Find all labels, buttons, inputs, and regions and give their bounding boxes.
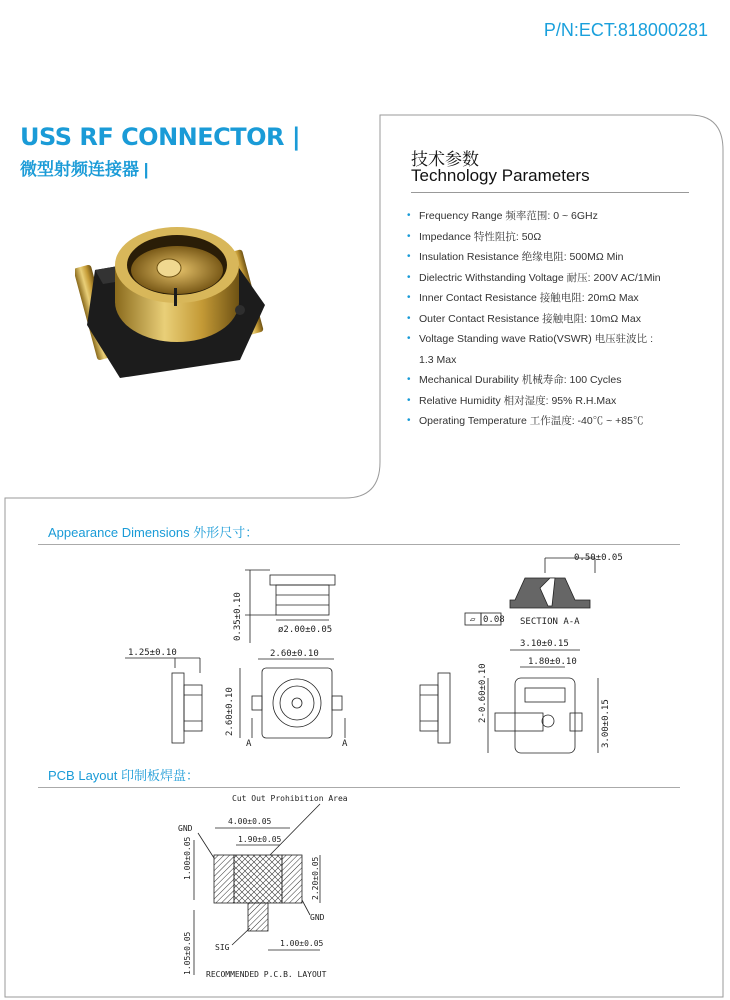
cutout-label: Cut Out Prohibition Area — [232, 794, 348, 803]
bullet-icon: • — [407, 415, 411, 426]
param-item-continued: 1.3 Max — [419, 353, 457, 366]
param-item: • Operating Temperature 工作温度: -40℃ ~ +85℃ — [405, 411, 700, 432]
flatness-tolerance: 0.08 — [483, 615, 505, 625]
section-divider — [38, 544, 680, 545]
tech-title: Technology Parameters — [411, 166, 590, 185]
dim-310: 3.10±0.15 — [520, 639, 569, 649]
dim-200: ø2.00±0.05 — [278, 625, 333, 635]
dim-260h: 2.60±0.10 — [270, 649, 319, 659]
pcb-drawing — [170, 790, 410, 985]
parameter-list — [405, 206, 700, 432]
sig-label: SIG — [215, 943, 230, 952]
flatness-icon: ▱ — [470, 615, 476, 625]
tech-title-cn: 技术参数 — [411, 150, 479, 169]
dim-100v: 1.00±0.05 — [183, 836, 192, 880]
bullet-icon: • — [407, 292, 411, 303]
bullet-icon: • — [407, 251, 411, 262]
param-item: • Relative Humidity 相对湿度: 95% R.H.Max — [405, 391, 700, 412]
dim-260v: 2.60±0.10 — [225, 687, 235, 736]
appearance-drawing — [100, 548, 640, 758]
gnd-label: GND — [178, 824, 193, 833]
dim-400: 4.00±0.05 — [228, 817, 272, 826]
product-title-cn: 微型射频连接器 | — [20, 160, 149, 179]
appearance-title: Appearance Dimensions 外形尺寸： — [48, 525, 259, 540]
bullet-icon: • — [407, 210, 411, 221]
product-title: USS RF CONNECTOR | — [20, 123, 301, 151]
param-item: • Insulation Resistance 绝缘电阻: 500MΩ Min — [405, 247, 700, 268]
param-item: • Impedance 特性阻抗: 50Ω — [405, 227, 700, 248]
bullet-icon: • — [407, 230, 411, 242]
param-item: • Inner Contact Resistance 接触电阻: 20mΩ Max — [405, 288, 700, 309]
param-item: • Dielectric Withstanding Voltage 耐压: 200V AC/1Min — [405, 268, 700, 289]
param-item: • Frequency Range 频率范围: 0 ~ 6GHz — [405, 206, 700, 227]
dim-300: 3.00±0.15 — [601, 699, 611, 748]
dim-105: 1.05±0.05 — [183, 931, 192, 975]
dim-050: 0.50±0.05 — [574, 553, 623, 563]
bullet-icon: • — [407, 374, 411, 385]
dim-190: 1.90±0.05 — [238, 835, 282, 844]
gnd-label: GND — [310, 913, 325, 922]
section-label: SECTION A-A — [520, 617, 580, 627]
section-mark-a2: A — [342, 739, 348, 749]
section-divider — [38, 787, 680, 788]
dim-2060: 2-0.60±0.10 — [478, 663, 488, 723]
param-item: • Outer Contact Resistance 接触电阻: 10mΩ Max — [405, 309, 700, 330]
bullet-icon: • — [407, 312, 411, 324]
dim-180: 1.80±0.10 — [528, 657, 577, 667]
divider — [411, 192, 689, 193]
bullet-icon: • — [407, 271, 411, 283]
pcb-title: PCB Layout 印制板焊盘： — [48, 768, 199, 783]
param-item: • Mechanical Durability 机械寿命: 100 Cycles — [405, 370, 700, 391]
bullet-icon: • — [407, 394, 411, 406]
pcb-caption: RECOMMENDED P.C.B. LAYOUT — [206, 970, 327, 979]
part-number: P/N:ECT:818000281 — [543, 20, 708, 40]
top-cap — [270, 575, 335, 585]
dim-035: 0.35±0.10 — [233, 592, 243, 641]
section-mark-a1: A — [246, 739, 252, 749]
bullet-icon: • — [407, 333, 411, 344]
rf-connector-photo — [75, 210, 285, 390]
dim-100h: 1.00±0.05 — [280, 939, 324, 948]
dim-220: 2.20±0.05 — [311, 856, 320, 900]
param-item: • Voltage Standing wave Ratio(VSWR) 电压驻波比 : — [405, 329, 700, 350]
dim-125: 1.25±0.10 — [128, 648, 177, 658]
